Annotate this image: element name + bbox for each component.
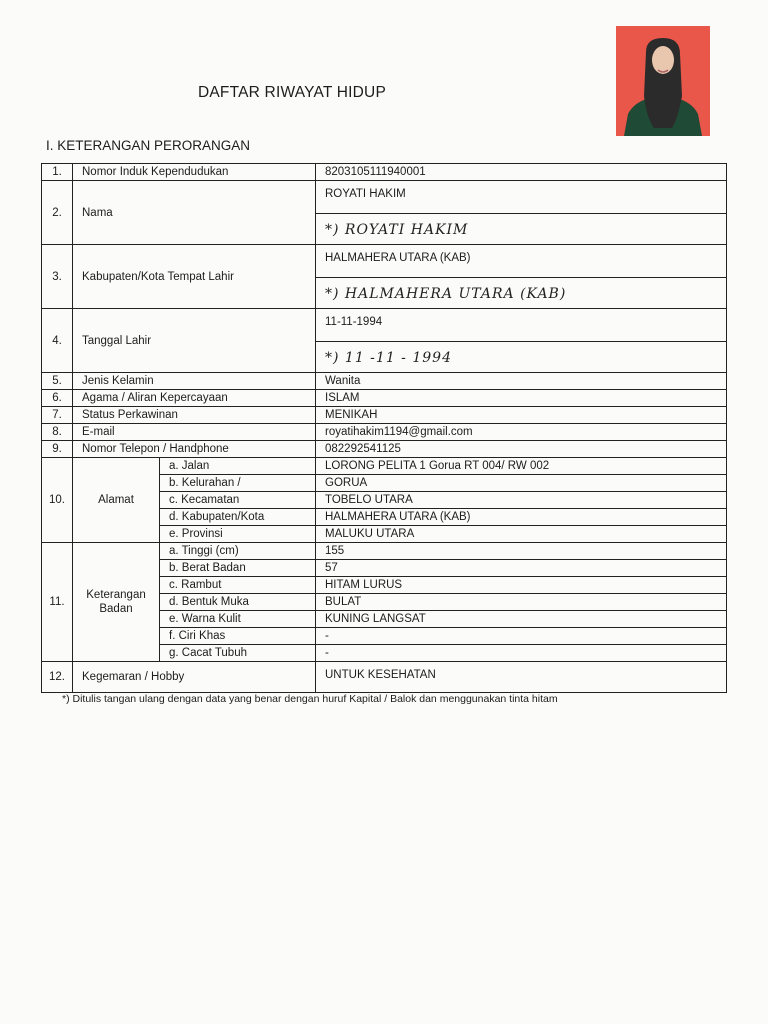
field-value: 155: [316, 543, 727, 560]
sub-label: g. Cacat Tubuh: [160, 645, 316, 662]
handwritten-value: *) 11 -11 - 1994: [316, 341, 726, 372]
table-row: [42, 441, 727, 458]
row-number: 12.: [42, 662, 73, 693]
field-value: MALUKU UTARA: [316, 526, 727, 543]
field-label: Nomor Induk Kependudukan: [73, 164, 316, 181]
field-value: 082292541125: [316, 441, 727, 458]
field-label: Tanggal Lahir: [73, 309, 316, 373]
field-label: [73, 543, 160, 662]
field-label: Status Perkawinan: [73, 407, 316, 424]
field-label-line: Keterangan: [86, 589, 146, 601]
row-number: 4.: [42, 309, 73, 373]
sub-label: d. Bentuk Muka: [160, 594, 316, 611]
table-row: [42, 164, 727, 181]
personal-data-table: [41, 163, 727, 693]
field-value: UNTUK KESEHATAN: [316, 662, 727, 693]
field-value-cell: [316, 245, 727, 309]
field-value: TOBELO UTARA: [316, 492, 727, 509]
row-number: 7.: [42, 407, 73, 424]
field-value: Wanita: [316, 373, 727, 390]
field-value: 57: [316, 560, 727, 577]
table-row: [42, 407, 727, 424]
printed-value: HALMAHERA UTARA (KAB): [325, 252, 471, 264]
field-label: Nama: [73, 181, 316, 245]
field-value: GORUA: [316, 475, 727, 492]
field-label: Agama / Aliran Kepercayaan: [73, 390, 316, 407]
field-value: MENIKAH: [316, 407, 727, 424]
field-label: Kabupaten/Kota Tempat Lahir: [73, 245, 316, 309]
row-number: 11.: [42, 543, 73, 662]
row-number: 1.: [42, 164, 73, 181]
sub-label: f. Ciri Khas: [160, 628, 316, 645]
row-number: 9.: [42, 441, 73, 458]
table-row: [42, 424, 727, 441]
field-value: royatihakim1194@gmail.com: [316, 424, 727, 441]
printed-value: 11-11-1994: [325, 316, 383, 328]
document-title: DAFTAR RIWAYAT HIDUP: [198, 84, 386, 101]
table-row: [42, 373, 727, 390]
field-value-cell: [316, 181, 727, 245]
handwritten-value: *) HALMAHERA UTARA (KAB): [316, 277, 726, 308]
field-label: Jenis Kelamin: [73, 373, 316, 390]
sub-label: e. Provinsi: [160, 526, 316, 543]
sub-label: a. Tinggi (cm): [160, 543, 316, 560]
sub-label: c. Kecamatan: [160, 492, 316, 509]
table-row: [42, 309, 727, 373]
field-label: Nomor Telepon / Handphone: [73, 441, 316, 458]
field-label-line: Badan: [99, 603, 133, 615]
field-value: ISLAM: [316, 390, 727, 407]
sub-label: d. Kabupaten/Kota: [160, 509, 316, 526]
row-number: 6.: [42, 390, 73, 407]
table-row: [42, 181, 727, 245]
field-value-cell: [316, 309, 727, 373]
field-value: -: [316, 628, 727, 645]
field-label: E-mail: [73, 424, 316, 441]
section-heading: I. KETERANGAN PERORANGAN: [46, 138, 251, 153]
field-value: HALMAHERA UTARA (KAB): [316, 509, 727, 526]
printed-value: ROYATI HAKIM: [325, 188, 406, 200]
row-number: 2.: [42, 181, 73, 245]
table-row: [42, 458, 727, 475]
row-number: 8.: [42, 424, 73, 441]
table-row: [42, 245, 727, 309]
field-value: LORONG PELITA 1 Gorua RT 004/ RW 002: [316, 458, 727, 475]
sub-label: a. Jalan: [160, 458, 316, 475]
person-silhouette-icon: [616, 26, 710, 136]
footnote: *) Ditulis tangan ulang dengan data yang benar dengan huruf Kapital / Balok dan menggunakan tinta hitam: [62, 693, 558, 705]
row-number: 3.: [42, 245, 73, 309]
field-value: BULAT: [316, 594, 727, 611]
table-row: [42, 390, 727, 407]
sub-label: b. Berat Badan: [160, 560, 316, 577]
field-label: Alamat: [73, 458, 160, 543]
row-number: 10.: [42, 458, 73, 543]
table-row: [42, 543, 727, 560]
field-label: Kegemaran / Hobby: [73, 662, 316, 693]
sub-label: b. Kelurahan /: [160, 475, 316, 492]
profile-photo: [616, 26, 710, 136]
table-row: [42, 662, 727, 693]
row-number: 5.: [42, 373, 73, 390]
sub-label: c. Rambut: [160, 577, 316, 594]
field-value: -: [316, 645, 727, 662]
field-value: KUNING LANGSAT: [316, 611, 727, 628]
field-value: HITAM LURUS: [316, 577, 727, 594]
field-value: 8203105111940001: [316, 164, 727, 181]
sub-label: e. Warna Kulit: [160, 611, 316, 628]
handwritten-value: *) ROYATI HAKIM: [316, 213, 726, 244]
